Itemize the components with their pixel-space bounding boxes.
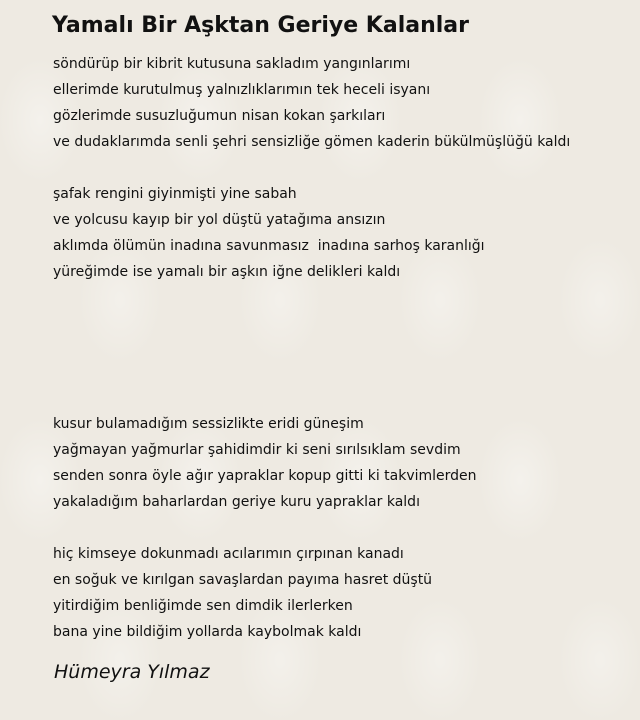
- stanza: [53, 541, 432, 645]
- poem-line: ve dudaklarımda senli şehri sensizliğe gömen kaderin bükülmüşlüğü kaldı: [53, 134, 571, 150]
- poem-line: ve yolcusu kayıp bir yol düştü yatağıma ansızın: [53, 212, 386, 228]
- stanza: [53, 411, 477, 515]
- poem-line: kusur bulamadığım sessizlikte eridi güneşim: [53, 416, 364, 432]
- stanza: [53, 51, 570, 155]
- poem-line: ellerimde kurutulmuş yalnızlıklarımın tek heceli isyanı: [53, 82, 431, 98]
- poem-line: gözlerimde susuzluğumun nisan kokan şarkıları: [53, 108, 386, 124]
- poem-line: yağmayan yağmurlar şahidimdir ki seni sırılsıklam sevdim: [53, 442, 461, 458]
- poem-title: Yamalı Bir Aşktan Geriye Kalanlar: [52, 13, 469, 38]
- poem-line: bana yine bildiğim yollarda kaybolmak kaldı: [53, 624, 362, 640]
- poem-line: hiç kimseye dokunmadı acılarımın çırpınan kanadı: [53, 546, 404, 562]
- poem-author: Hümeyra Yılmaz: [54, 661, 210, 683]
- poem-line: senden sonra öyle ağır yapraklar kopup gitti ki takvimlerden: [53, 468, 477, 484]
- poem-line: en soğuk ve kırılgan savaşlardan payıma hasret düştü: [53, 572, 433, 588]
- poem-line: aklımda ölümün inadına savunmasız inadına sarhoş karanlığı: [53, 238, 485, 254]
- poem-line: söndürüp bir kibrit kutusuna sakladım yangınlarımı: [53, 56, 411, 72]
- poem-line: yakaladığım baharlardan geriye kuru yapraklar kaldı: [53, 494, 420, 510]
- poem-line: yitirdiğim benliğimde sen dimdik ilerlerken: [53, 598, 353, 614]
- poem-line: şafak rengini giyinmişti yine sabah: [53, 186, 297, 202]
- stanza: [53, 181, 485, 285]
- poem-line: yüreğimde ise yamalı bir aşkın iğne delikleri kaldı: [53, 264, 401, 280]
